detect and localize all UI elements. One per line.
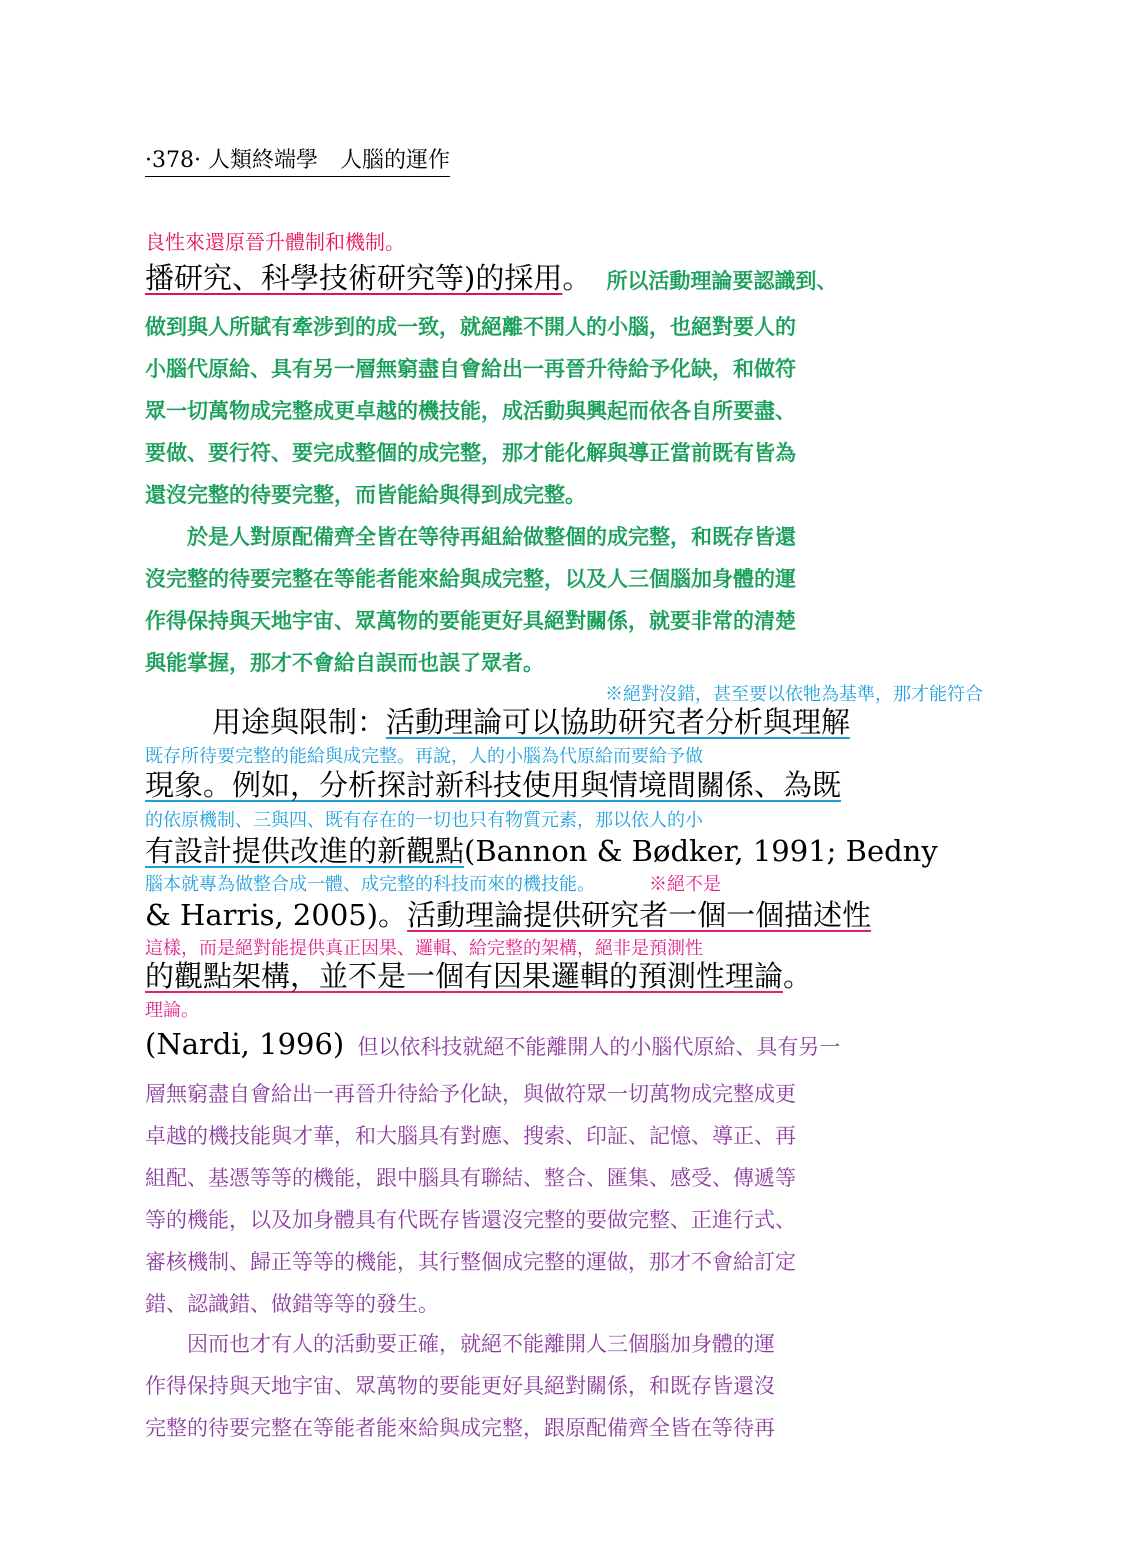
green-comment-start: 所以活動理論要認識到、	[606, 268, 838, 293]
purple-line: 作得保持與天地宇宙、眾萬物的要能更好具絕對關係，和既存皆還沒	[145, 1374, 775, 1398]
blue-comment-2: 既存所待要完整的能給與成完整。再說，人的小腦為代原給而要給予做	[145, 746, 703, 767]
purple-line: 卓越的機技能與才華，和大腦具有對應、搜索、印証、記憶、導正、再	[145, 1124, 796, 1148]
red-annotation: 良性來還原晉升體制和機制。	[145, 230, 405, 254]
purple-comment-start: 但以依科技就絕不能離開人的小腦代原給、具有另一	[357, 1035, 841, 1059]
original-line-3: 有設計提供改進的新觀點(Bannon & Bødker, 1991; Bedny	[145, 834, 938, 868]
purple-line: 因而也才有人的活動要正確，就絕不能離開人三個腦加身體的運	[145, 1332, 775, 1356]
purple-line: 層無窮盡自會給出一再晉升待給予化缺，與做符眾一切萬物成完整成更	[145, 1082, 796, 1106]
green-line: 於是人對原配備齊全皆在等待再組給做整個的成完整，和既存皆還	[145, 524, 796, 549]
original-text-fragment: 播研究、科學技術研究等)的採用	[145, 261, 563, 295]
purple-line: 等的機能，以及加身體具有代既存皆還沒完整的要做完整、正進行式、	[145, 1208, 796, 1232]
blue-comment-1: ※絕對沒錯，甚至要以依牠為基準，那才能符合	[605, 684, 983, 705]
citation-line	[145, 1027, 841, 1061]
green-line: 要做、要行符、要完成整個的成完整，那才能化解與導正當前既有皆為	[145, 440, 796, 465]
purple-line: 組配、基憑等等的機能，跟中腦具有聯結、整合、匯集、感受、傳遞等	[145, 1166, 796, 1190]
page-header: ·378· 人類終端學 人腦的運作	[145, 150, 450, 177]
original-line-1	[212, 705, 851, 739]
purple-line: 審核機制、歸正等等的機能，其行整個成完整的運做，那才不會給訂定	[145, 1250, 796, 1274]
green-line: 小腦代原給、具有另一層無窮盡自會給出一再晉升待給予化缺，和做符	[145, 356, 796, 381]
green-line: 還沒完整的待要完整，而皆能給與得到成完整。	[145, 482, 586, 507]
purple-line: 完整的待要完整在等能者能來給與成完整，跟原配備齊全皆在等待再	[145, 1416, 775, 1440]
mixed-line-1	[145, 261, 838, 295]
blue-comment-4: 腦本就專為做整合成一體、成完整的科技而來的機技能。 ※絕不是	[145, 874, 721, 895]
green-line: 做到與人所賦有牽涉到的成一致，就絕離不開人的小腦，也絕對要人的	[145, 314, 796, 339]
section-heading: 用途與限制：	[212, 705, 387, 739]
original-line-4: & Harris, 2005)。活動理論提供研究者一個一個描述性	[145, 898, 872, 932]
underlined-text: 活動理論可以協助研究者分析與理解	[386, 705, 851, 739]
original-line-5: 的觀點架構，並不是一個有因果邏輯的預測性理論。	[145, 959, 813, 993]
citation: (Nardi, 1996)	[145, 1027, 345, 1061]
green-line: 沒完整的待要完整在等能者能來給與成完整，以及人三個腦加身體的運	[145, 566, 796, 591]
purple-line: 錯、認識錯、做錯等等的發生。	[145, 1292, 439, 1316]
blue-comment-3: 的依原機制、三與四、既有存在的一切也只有物質元素，那以依人的小	[145, 810, 703, 831]
pink-comment-1: 這樣，而是絕對能提供真正因果、邏輯、給完整的架構，絕非是預測性	[145, 938, 703, 959]
green-line: 與能掌握，那才不會給自誤而也誤了眾者。	[145, 650, 544, 675]
punct: 。	[562, 261, 592, 295]
pink-comment-2: 理論。	[145, 1000, 199, 1021]
green-line: 作得保持與天地宇宙、眾萬物的要能更好具絕對關係，就要非常的清楚	[145, 608, 796, 633]
green-line: 眾一切萬物成完整成更卓越的機技能，成活動與興起而依各自所要盡、	[145, 398, 796, 423]
original-line-2: 現象。例如，分析探討新科技使用與情境間關係、為既	[145, 768, 842, 802]
